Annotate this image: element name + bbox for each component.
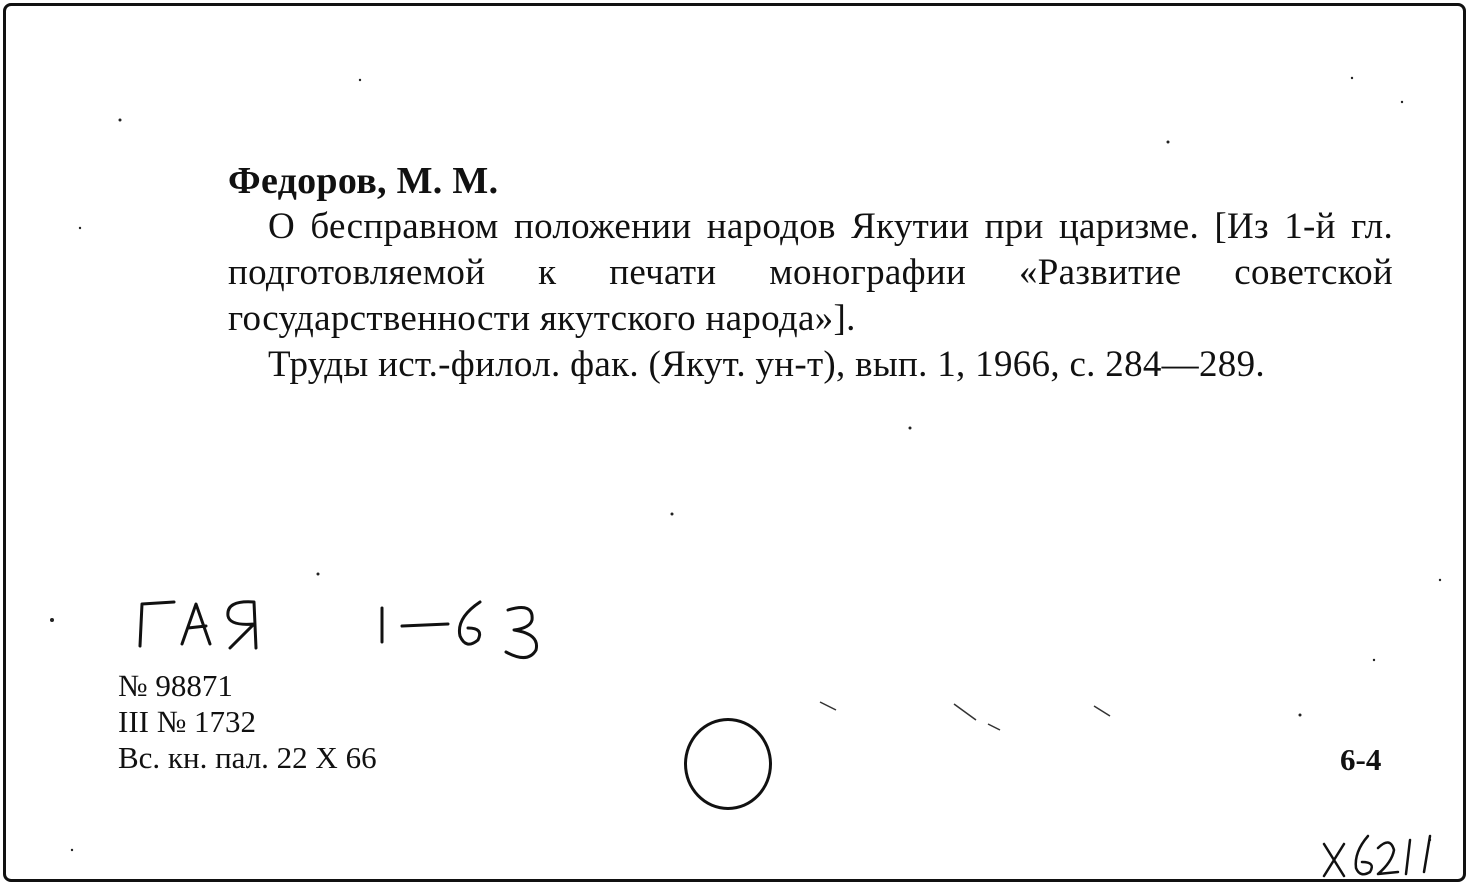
card-code: 6-4 bbox=[1340, 742, 1382, 777]
title-paragraph: О бесправном положении народов Якутии при царизме. [Из 1-й гл. подготовляемой к печати монографии «Развитие советской государственности якутского народа»]. bbox=[228, 206, 1393, 339]
source-paragraph: Труды ист.-филол. фак. (Якут. ун-т), вып. 1, 1966, с. 284—289. bbox=[268, 344, 1265, 385]
chamber-line: Вс. кн. пал. 22 X 66 bbox=[118, 740, 377, 775]
accession-number: № 98871 bbox=[118, 668, 233, 703]
author-name: Федоров, М. М. bbox=[228, 160, 499, 202]
accession-block bbox=[118, 668, 377, 776]
section-number: III № 1732 bbox=[118, 704, 257, 739]
card-punch-hole bbox=[684, 718, 772, 810]
bibliographic-citation bbox=[228, 158, 1393, 388]
